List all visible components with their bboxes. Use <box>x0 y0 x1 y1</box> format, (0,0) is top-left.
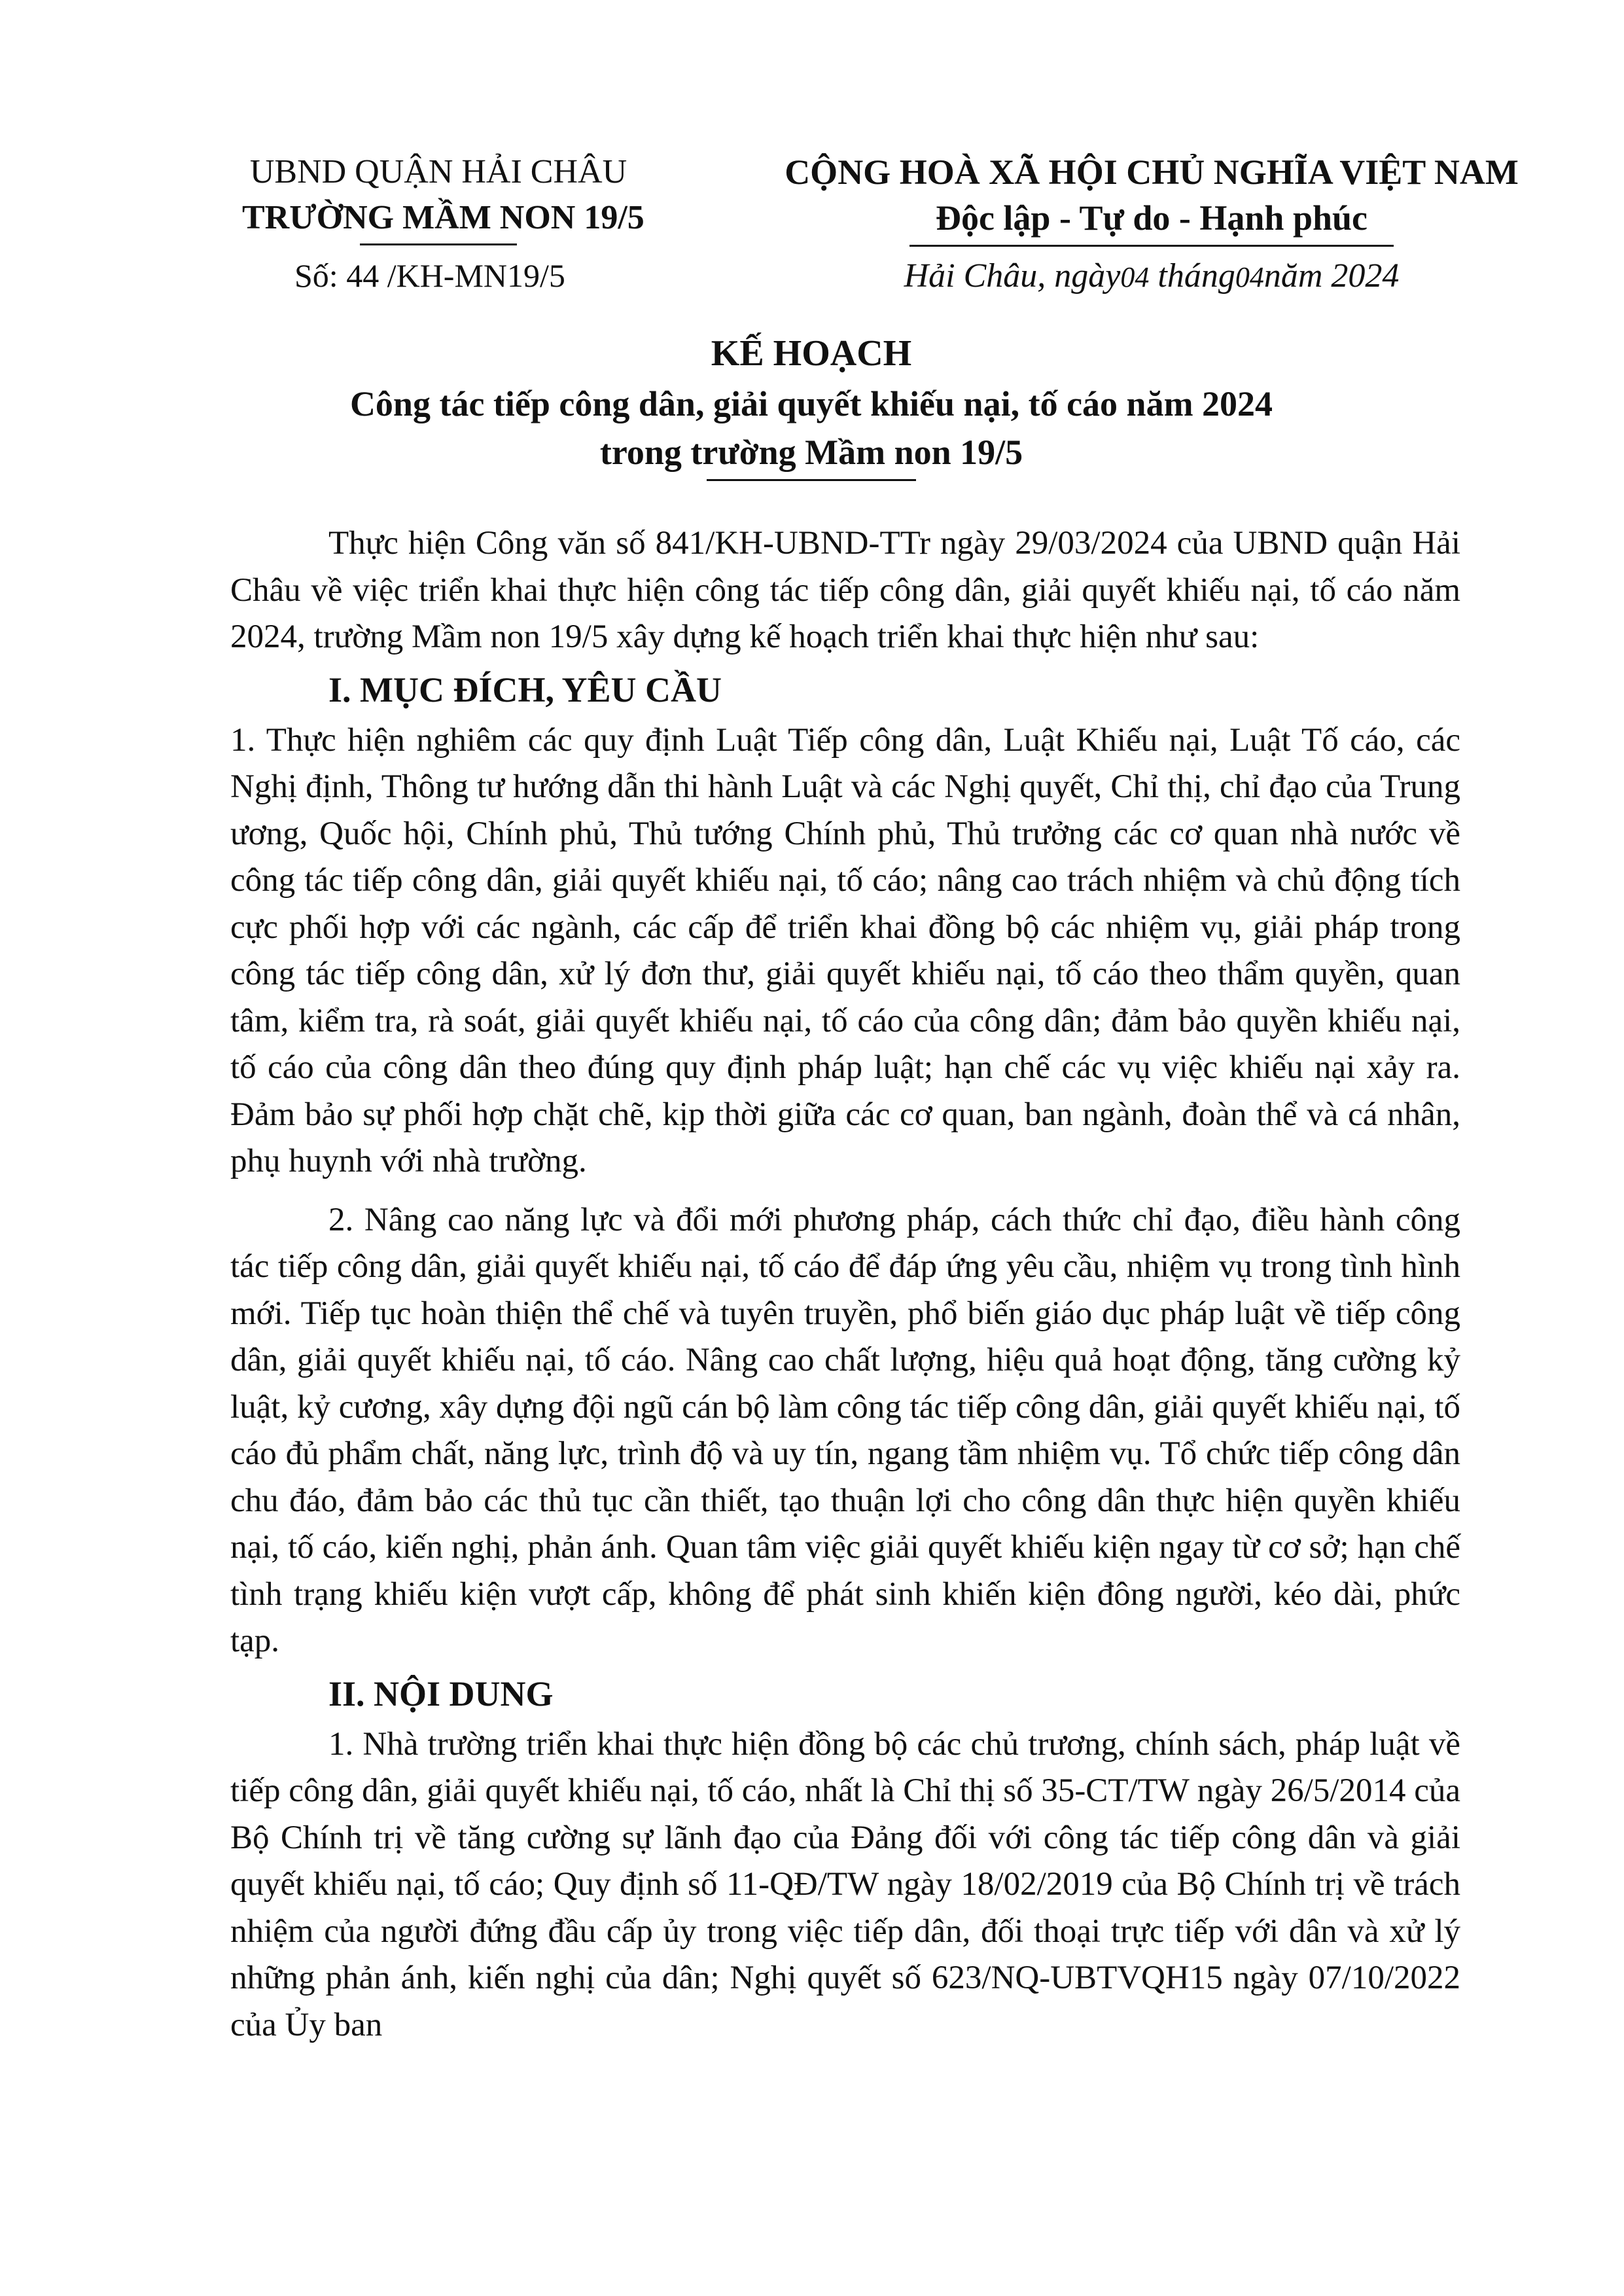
document-subject-line1: Công tác tiếp công dân, giải quyết khiếu nại, tố cáo năm 2024 <box>349 384 1273 423</box>
national-motto-block <box>759 149 1544 247</box>
motto-underline <box>909 245 1394 247</box>
intro-paragraph: Thực hiện Công văn số 841/KH-UBND-TTr ngày 29/03/2024 của UBND quận Hải Châu về việc triển khai thực hiện công tác tiếp công dân, giải quyết khiếu nại, tố cáo năm 2024, trường Mầm non 19/5 xây dựng kế hoạch triển khai thực hiện như sau: <box>230 525 1460 655</box>
section-2-paragraph-1: 1. Nhà trường triển khai thực hiện đồng bộ các chủ trương, chính sách, pháp luật về tiếp công dân, giải quyết khiếu nại, tố cáo, nhất là Chỉ thị số 35-CT/TW ngày 26/5/2014 của Bộ Chính trị về tăng cường sự lãnh đạo của Đảng đối với công tác tiếp công dân và giải quyết khiếu nại, tố cáo; Quy định số 11-QĐ/TW ngày 18/02/2019 của Bộ Chính trị về trách nhiệm của người đứng đầu cấp ủy trong việc tiếp dân, đối thoại trực tiếp với dân và xử lý những phản ánh, kiến nghị của dân; Nghị quyết số 623/NQ-UBTVQH15 ngày 07/10/2022 của Ủy ban <box>230 1725 1461 2043</box>
place-date-line <box>759 257 1544 295</box>
national-title: CỘNG HOÀ XÃ HỘI CHỦ NGHĨA VIỆT NAM <box>785 152 1519 192</box>
document-type-title: KẾ HOẠCH <box>711 333 912 374</box>
issuer-underline <box>360 243 517 245</box>
date-prefix: Hải Châu, ngày <box>904 257 1121 295</box>
issuer-block <box>242 149 644 245</box>
date-month-label: tháng <box>1149 257 1235 295</box>
issuer-school-name: TRƯỜNG MẦM NON 19/5 <box>242 199 644 236</box>
section-1-heading: I. MỤC ĐÍCH, YÊU CẦU <box>328 670 722 709</box>
issuer-parent-agency: UBND QUẬN HẢI CHÂU <box>249 153 627 190</box>
title-underline <box>707 479 916 481</box>
section-2-heading: II. NỘI DUNG <box>328 1674 554 1713</box>
section-1-paragraph-2: 2. Nâng cao năng lực và đổi mới phương pháp, cách thức chỉ đạo, điều hành công tác tiếp công dân, giải quyết khiếu nại, tố cáo để đáp ứng yêu cầu, nhiệm vụ trong tình hình mới. Tiếp tục hoàn thiện thể chế và tuyên truyền, phổ biến giáo dục pháp luật về tiếp công dân, giải quyết khiếu nại, tố cáo. Nâng cao chất lượng, hiệu quả hoạt động, tăng cường kỷ luật, kỷ cương, xây dựng đội ngũ cán bộ làm công tác tiếp công dân, giải quyết khiếu nại, tố cáo đủ phẩm chất, năng lực, trình độ và uy tín, ngang tầm nhiệm vụ. Tổ chức tiếp công dân chu đáo, đảm bảo các thủ tục cần thiết, tạo thuận lợi cho công dân thực hiện quyền khiếu nại, tố cáo, kiến nghị, phản ánh. Quan tâm việc giải quyết khiếu kiện ngay từ cơ sở; hạn chế tình trạng khiếu kiện vượt cấp, không để phát sinh khiến kiện đông người, kéo dài, phức tạp. <box>230 1201 1460 1659</box>
date-year: năm 2024 <box>1263 257 1400 295</box>
date-day: 04 <box>1120 261 1150 293</box>
document-subject-line2: trong trường Mầm non 19/5 <box>599 433 1023 472</box>
date-month: 04 <box>1235 261 1264 293</box>
document-number: Số: 44 /KH-MN19/5 <box>294 257 565 294</box>
document-body <box>230 520 1460 2049</box>
section-1-paragraph-1: 1. Thực hiện nghiêm các quy định Luật Tiếp công dân, Luật Khiếu nại, Luật Tố cáo, các Nghị định, Thông tư hướng dẫn thi hành Luật và các Nghị quyết, Chỉ thị, chỉ đạo của Trung ương, Quốc hội, Chính phủ, Thủ tướng Chính phủ, Thủ trưởng các cơ quan nhà nước về công tác tiếp công dân, giải quyết khiếu nại, tố cáo; nâng cao trách nhiệm và chủ động tích cực phối hợp với các ngành, các cấp để triển khai đồng bộ các nhiệm vụ, giải pháp trong công tác tiếp công dân, xử lý đơn thư, giải quyết khiếu nại, tố cáo theo thẩm quyền, quan tâm, kiểm tra, rà soát, giải quyết khiếu nại, tố cáo của công dân; đảm bảo quyền khiếu nại, tố cáo của công dân theo đúng quy định pháp luật; hạn chế các vụ việc khiếu nại xảy ra. Đảm bảo sự phối hợp chặt chẽ, kịp thời giữa các cơ quan, ban ngành, đoàn thể và cá nhân, phụ huynh với nhà trường. <box>230 721 1460 1179</box>
document-title-block <box>196 327 1426 481</box>
national-motto: Độc lập - Tự do - Hạnh phúc <box>935 198 1368 238</box>
